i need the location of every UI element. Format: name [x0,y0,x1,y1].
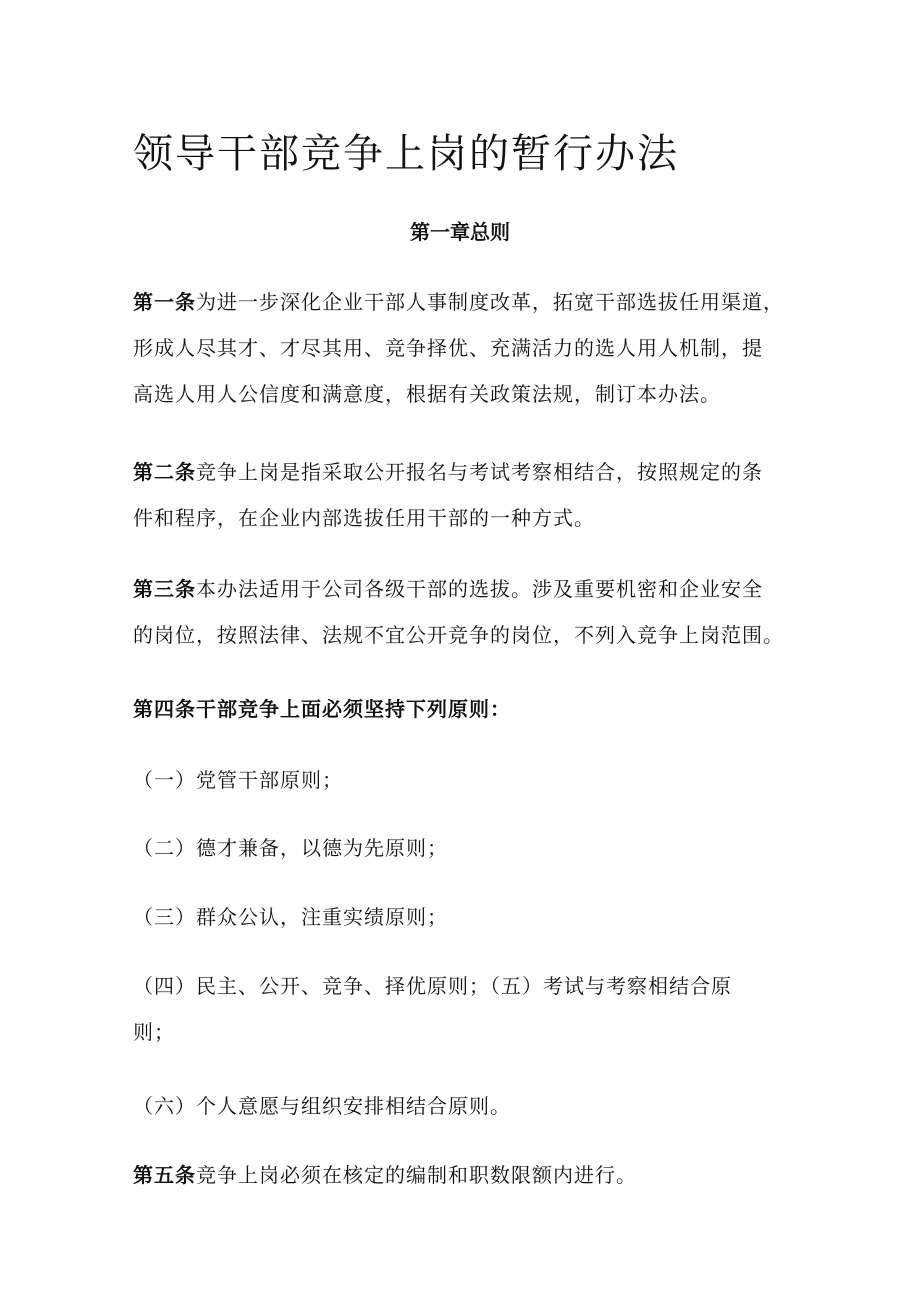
article-1-line-2: 形成人尽其才、才尽其用、竞争择优、充满活力的选人用人机制，提 [133,336,763,360]
article-2-text-1: 竞争上岗是指采取公开报名与考试考察相结合，按照规定的条 [196,460,763,484]
article-1-text-1: 为进一步深化企业干部人事制度改革，拓宽干部选拔任用渠道， [196,290,784,314]
article-3-line-2: 的岗位，按照法律、法规不宜公开竞争的岗位，不列入竞争上岗范围。 [133,623,784,647]
principle-2: （二）德才兼备，以德为先原则； [133,836,448,860]
article-5-label: 第五条 [133,1163,196,1187]
article-1-label: 第一条 [133,290,196,314]
article-2-label: 第二条 [133,460,196,484]
principle-4-5-line-1: （四）民主、公开、竞争、择优原则；（五）考试与考察相结合原 [133,974,732,998]
principle-6: （六）个人意愿与组织安排相结合原则。 [133,1094,511,1118]
article-1-line-1 [133,279,793,325]
article-4 [133,686,793,732]
article-5-line-1 [133,1152,793,1198]
principle-4-5-line-2: 则； [133,1020,175,1044]
chapter-heading: 第一章总则 [410,220,510,244]
article-4-line-1 [133,686,793,732]
principle-1: （一）党管干部原则； [133,768,343,792]
principle-3: （三）群众公认，注重实绩原则； [133,905,448,929]
article-5-text: 竞争上岗必须在核定的编制和职数限额内进行。 [196,1163,637,1187]
article-3 [133,566,793,658]
article-3-text-1: 本办法适用于公司各级干部的选拔。涉及重要机密和企业安全 [196,577,763,601]
article-2-line-1 [133,449,793,495]
article-2-line-2: 件和程序，在企业内部选拔任用干部的一种方式。 [133,506,595,530]
document-title: 领导干部竞争上岗的暂行办法 [133,131,679,177]
article-2 [133,449,793,541]
article-3-label: 第三条 [133,577,196,601]
article-1 [133,279,793,417]
article-4-heading: 第四条干部竞争上面必须坚持下列原则： [133,697,511,721]
article-5 [133,1152,793,1198]
article-1-line-3: 高选人用人公信度和满意度，根据有关政策法规，制订本办法。 [133,382,721,406]
principle-4-5 [133,963,793,1055]
article-3-line-1 [133,566,793,612]
